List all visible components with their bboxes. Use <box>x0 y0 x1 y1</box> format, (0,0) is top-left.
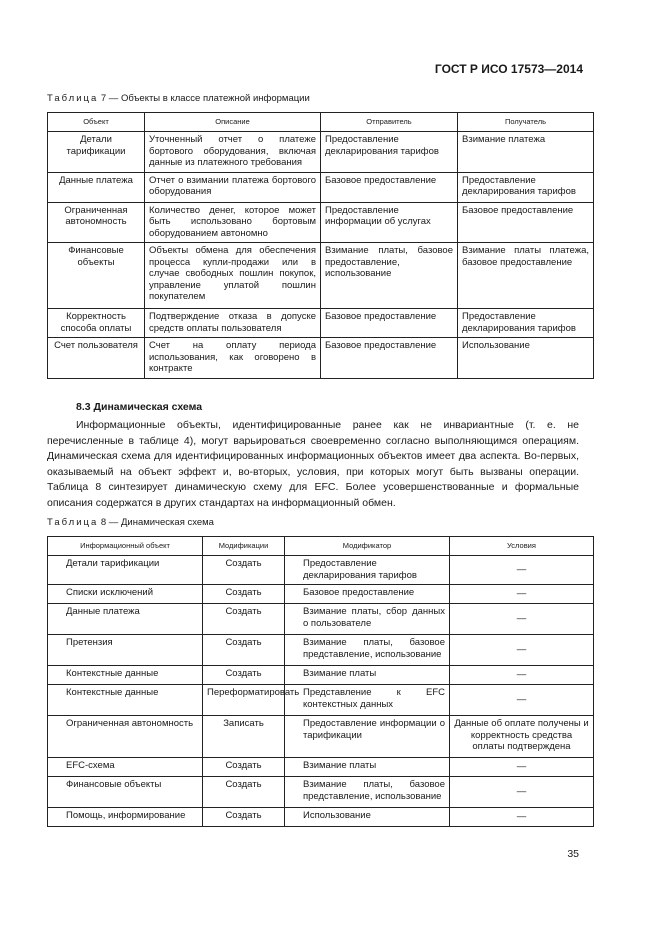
table-cell: Предоставление декларирования тарифов <box>458 309 594 338</box>
table-cell: — <box>450 777 594 808</box>
table-cell: Ограниченная автономность <box>48 202 145 243</box>
table-cell: Базовое предоставление <box>285 585 450 604</box>
table-cell: Использование <box>458 338 594 379</box>
table8-header-row <box>48 537 594 556</box>
table-row <box>48 604 594 635</box>
page-number: 35 <box>567 848 579 860</box>
table-cell: Создать <box>203 808 285 827</box>
table-cell: Переформатировать <box>203 685 285 716</box>
table-row <box>48 666 594 685</box>
table-cell: Предоставление информации о тарификации <box>285 716 450 758</box>
table-cell: Предоставление декларирования тарифов <box>321 132 458 173</box>
table7-col-receiver: Получатель <box>458 113 594 132</box>
table-cell: Помощь, информирование <box>48 808 203 827</box>
table8-caption: Таблица 8 — Динамическая схема <box>47 517 214 528</box>
table-cell: Уточненный отчет о платеже бортового оборудования, включая данные из платежного требования <box>145 132 321 173</box>
table7-caption: Таблица 7 — Объекты в классе платежной информации <box>47 93 310 104</box>
table-cell: Взимание платы, сбор данных о пользователе <box>285 604 450 635</box>
table-cell: Базовое предоставление <box>321 172 458 202</box>
table-cell: Предоставление информации об услугах <box>321 202 458 243</box>
table-row <box>48 808 594 827</box>
table-cell: Взимание платы <box>285 758 450 777</box>
table-row <box>48 635 594 666</box>
table-row <box>48 202 594 243</box>
table-cell: Списки исключений <box>48 585 203 604</box>
table-cell: Создать <box>203 635 285 666</box>
table-row <box>48 243 594 309</box>
table-cell: Подтверждение отказа в допуске средств оплаты пользователя <box>145 309 321 338</box>
table8-col-modifications: Модификации <box>203 537 285 556</box>
table-row <box>48 132 594 173</box>
table-cell: Данные платежа <box>48 604 203 635</box>
table-cell: Базовое предоставление <box>321 338 458 379</box>
table-cell: — <box>450 666 594 685</box>
table-cell: Объекты обмена для обеспечения процесса купли-продажи или в случае свободных пошлин покупок, управление уплатой пошлин покупателем <box>145 243 321 309</box>
table-row <box>48 556 594 585</box>
table7 <box>47 112 594 379</box>
table-cell: Корректность способа оплаты <box>48 309 145 338</box>
table-row <box>48 716 594 758</box>
table-cell: Создать <box>203 556 285 585</box>
table-cell: Создать <box>203 585 285 604</box>
table-cell: Детали тарификации <box>48 132 145 173</box>
table-cell: Создать <box>203 758 285 777</box>
table-cell: Количество денег, которое может быть использовано бортовым оборудованием автономно <box>145 202 321 243</box>
table-cell: Взимание платы, базовое предоставление, использование <box>321 243 458 309</box>
table-cell: Записать <box>203 716 285 758</box>
table-cell: — <box>450 604 594 635</box>
table-cell: Взимание платы, базовое представление, использование <box>285 635 450 666</box>
table-cell: Контекстные данные <box>48 685 203 716</box>
table-cell: Создать <box>203 666 285 685</box>
table8-col-modifier: Модификатор <box>285 537 450 556</box>
table-cell: — <box>450 808 594 827</box>
table-cell: Отчет о взимании платежа бортового оборудования <box>145 172 321 202</box>
table-cell: Взимание платы, базовое представление, использование <box>285 777 450 808</box>
table-cell: Создать <box>203 604 285 635</box>
table7-col-sender: Отправитель <box>321 113 458 132</box>
table-row <box>48 758 594 777</box>
table-cell: Создать <box>203 777 285 808</box>
table-cell: Финансовые объекты <box>48 243 145 309</box>
table-row <box>48 338 594 379</box>
section-title: 8.3 Динамическая схема <box>76 401 203 413</box>
document-header: ГОСТ Р ИСО 17573—2014 <box>434 62 583 76</box>
table7-col-description: Описание <box>145 113 321 132</box>
table-row <box>48 585 594 604</box>
table-cell: — <box>450 556 594 585</box>
table-cell: — <box>450 685 594 716</box>
table-row <box>48 777 594 808</box>
table-cell: Контекстные данные <box>48 666 203 685</box>
table-row <box>48 685 594 716</box>
table-cell: Детали тарификации <box>48 556 203 585</box>
table-row <box>48 309 594 338</box>
table-cell: Данные об оплате получены и корректность средства оплаты подтверждена <box>450 716 594 758</box>
table7-col-object: Объект <box>48 113 145 132</box>
table7-header-row <box>48 113 594 132</box>
table-cell: Представление к EFC контекстных данных <box>285 685 450 716</box>
table-cell: Базовое предоставление <box>458 202 594 243</box>
table-cell: — <box>450 585 594 604</box>
table-cell: Предоставление декларирования тарифов <box>458 172 594 202</box>
table8 <box>47 536 594 827</box>
table-cell: Предоставление декларирования тарифов <box>285 556 450 585</box>
table8-col-object: Информационный объект <box>48 537 203 556</box>
table-cell: Претензия <box>48 635 203 666</box>
table-cell: — <box>450 635 594 666</box>
table8-col-conditions: Условия <box>450 537 594 556</box>
section-paragraph: Информационные объекты, идентифицированные ранее как не инвариантные (т. е. не перечисленные в таблице 4), могут варьироваться своевременно согласно выполняющимся операциям. Динамическая схема для идентифицированных информационных объектов имеет два аспекта. Во-первых, оказываемый на объект эффект и, во-вторых, условия, при которых могут быть вызваны операции. Таблица 8 синтезирует динамическую схему для EFC. Более усовершенствованные и формальные описания содержатся в других стандартах на информационный обмен. <box>47 419 579 509</box>
table-cell: Базовое предоставление <box>321 309 458 338</box>
table-cell: Данные платежа <box>48 172 145 202</box>
table-cell: Счет пользователя <box>48 338 145 379</box>
table-cell: Взимание платы <box>285 666 450 685</box>
table-cell: — <box>450 758 594 777</box>
table-cell: Ограниченная автономность <box>48 716 203 758</box>
table-cell: Взимание платежа <box>458 132 594 173</box>
table-cell: Взимание платы платежа, базовое предоставление <box>458 243 594 309</box>
table-row <box>48 172 594 202</box>
table-cell: Счет на оплату периода использования, как оговорено в контракте <box>145 338 321 379</box>
table-cell: EFC-схема <box>48 758 203 777</box>
table-cell: Финансовые объекты <box>48 777 203 808</box>
table-cell: Использование <box>285 808 450 827</box>
